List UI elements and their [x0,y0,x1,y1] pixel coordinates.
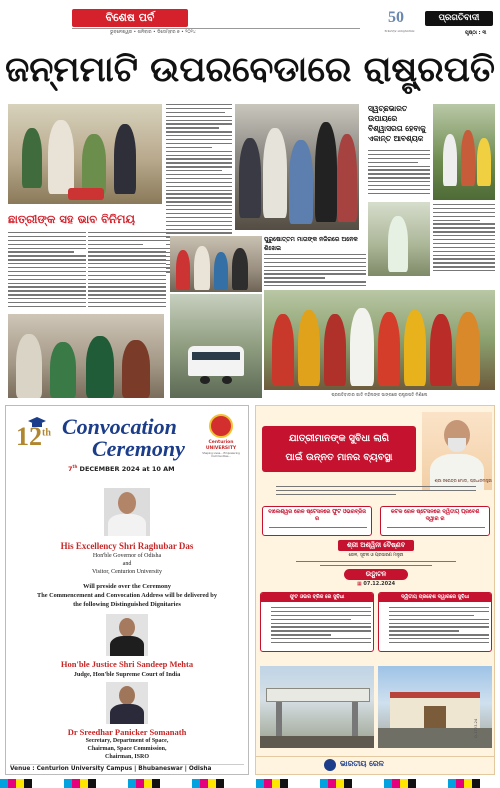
guest2-name: Hon'ble Justice Shri Sandeep Mehta [60,659,194,669]
students-headline: ଛାତ୍ରୀଙ୍କ ସହ ଭାବ ବିନିମୟ [8,212,135,226]
inauguration-banner [344,569,408,580]
preside-line-2: The Commencement and Convocation Address will be delivered by [37,592,217,599]
photo-garden-walk [433,104,495,200]
photo-president-crowd [235,104,359,230]
photo-president-walking [368,202,430,276]
guest2-photo [106,614,148,656]
convocation-number [16,422,51,452]
photo-flag-ceremony [8,104,162,204]
sidebar-headline: ସ୍ୱଚ୍ଛଭାରତ ଉପାୟରେ ବିଶ୍ୱାସରତା ହେବାକୁ ଏକାନ୍ତ ଆବଶ୍ୟକ [368,104,426,143]
guest1-role-2: and [122,561,132,567]
railway-headline-2: ପାଇଁ ଉନ୍ନତ ମାନର ବ୍ୟବସ୍ଥା [285,452,393,463]
photo-students-greeting [8,314,164,398]
photo-school-visit [170,236,262,292]
indian-railways-logo-icon [324,759,336,771]
convocation-title-2: Ceremony [92,436,185,461]
cuttack-title: କଟକ ରେଳ ଷ୍ଟେସନରେ ଦ୍ୱିତୀୟ ପ୍ରବେଶ ଦ୍ୱାର ର [390,509,480,522]
dignitary-role: ରେଳ, ସୂଚନା ଓ ପ୍ରସାରଣ ମନ୍ତ୍ରୀ [348,553,404,558]
convocation-date [68,464,175,473]
section-tag [72,9,188,27]
dignitary-name: ଶ୍ରୀ ଅଶ୍ୱିନୀ ବୈଷ୍ଣବ [346,541,406,549]
guest3-role-3: Chairman, ISRO [104,754,149,760]
calendar-icon: ▦ [356,581,362,587]
centurion-logo-tagline: Shaping Lives... Empowering Communities... [202,452,240,459]
cuttack-box [380,506,490,536]
story-column-3 [433,204,495,276]
guest1-role-3: Visitor, Centurion University [92,569,162,575]
main-headline: ଜନ୍ମମାଟି ଉପରବେଡାରେ ରାଷ୍ଟ୍ରପତି [5,50,495,90]
balasore-title: ବାଲେଶ୍ୱର ରେଳ ଷ୍ଟେସନରେ ଫୁଟ ଓଭରବ୍ରିଜ ର [268,509,366,522]
photo-dancers [264,290,495,390]
venue-line: Venue : Centurion University Campus | Bhubaneswar | Odisha [10,764,244,772]
centurion-emblem-icon [209,414,233,438]
railway-intro-text [276,486,476,500]
story-column-4 [8,232,86,312]
guest1-role-1: Hon'ble Governor of Odisha [92,553,162,559]
feature2-title: ଦ୍ୱିତୀୟ ପ୍ରବେଶ ଦ୍ୱାରରେ ସୁବିଧା [379,593,491,602]
inauguration-label: ଉଦ୍ଘାଟନ [365,570,387,578]
story-column-6 [264,254,366,288]
railway-code: Q-1723-24 [474,718,478,738]
print-color-strip [0,779,500,788]
railway-footer-text: ଭାରତୀୟ ରେଳ [340,759,384,768]
anniversary-badge [384,11,424,35]
story-column-5 [88,232,166,312]
guest3-name: Dr Sreedhar Panicker Somanath [67,727,187,737]
railway-headline-1: ଯାତ୍ରୀମାନଙ୍କ ସୁବିଧା ଲାଗି [288,433,390,444]
page-number: ପୃଷ୍ଠା : ୩ [465,30,487,36]
guest3-role-1: Secretary, Department of Space, [85,738,169,744]
anniversary-caption: ଏମାନଙ୍କ ଯାତ୍ରାପଥରେ [384,29,415,33]
convocation-date-rest: DECEMBER 2024 at 10 AM [77,465,175,474]
date-line: ଭୁବନେଶ୍ୱର • ଶନିବାର • ଡିସେମ୍ବର ୭ • ୨୦୨୪ [110,30,196,35]
photo-convoy [170,294,262,398]
balasore-box [262,506,372,536]
feature2-panel [378,592,492,652]
masthead [425,11,493,26]
event-date-value: 07.12.2024 [363,581,396,587]
masthead-title: ପ୍ରଗତିବାଦୀ [438,13,480,23]
photo-foot-overbridge [260,666,374,748]
dignitary-banner [338,540,414,551]
section-label: ବିଶେଷ ପର୍ବ [105,11,155,24]
railway-ad [255,405,495,775]
railway-headline-box [262,426,416,472]
guest2-role: Judge, Hon'ble Supreme Court of India [73,671,181,678]
village-headline: ପୁରୁଷୋତ୍ତମ ମାତାଙ୍କ ନଜିରରେ ଅନେକ ଶିଖେଇ [264,236,358,252]
feature1-title: ଫୁଟ ଓଭର ବ୍ରିଜ ରେ ସୁବିଧା [261,593,373,602]
railway-footer [256,756,494,774]
convocation-number-suffix: th [42,427,51,439]
convocation-date-day: 7 [68,465,73,474]
feature1-panel [260,592,374,652]
convocation-number-value: 12 [16,422,42,451]
centurion-logo-name: Centurion UNIVERSITY [205,440,237,451]
guest3-photo [106,682,148,724]
centurion-logo [198,414,244,462]
convocation-title-1: Convocation [62,414,177,439]
preside-line-1: Will preside over the Ceremony [83,583,171,590]
pm-caption: ଶ୍ରୀ ନରେନ୍ଦ୍ର ମୋଦୀ, ପ୍ରଧାନମନ୍ତ୍ରୀ [434,478,492,483]
guest3-role-2: Chairman, Space Commission, [87,746,167,752]
convocation-ad [5,405,249,775]
convocation-date-sup: th [72,464,78,469]
story-column-2 [368,150,430,198]
railway-guest-text [296,561,456,569]
guest1-name: His Excellency Shri Raghubar Das [60,541,194,551]
preside-line-3: the following Distinguished Dignitaries [73,601,181,608]
guest1-photo [104,488,150,536]
anniversary-number: 50 [388,9,404,26]
event-date [344,581,408,587]
dancers-caption: ପ୍ରଗତିବାଦୀର ଗୀତି ମହିଳାଙ୍କ ସାଙ୍ଗରେ ରାଷ୍ଟ୍ରପତି ମିଶିଲେ [331,392,428,397]
